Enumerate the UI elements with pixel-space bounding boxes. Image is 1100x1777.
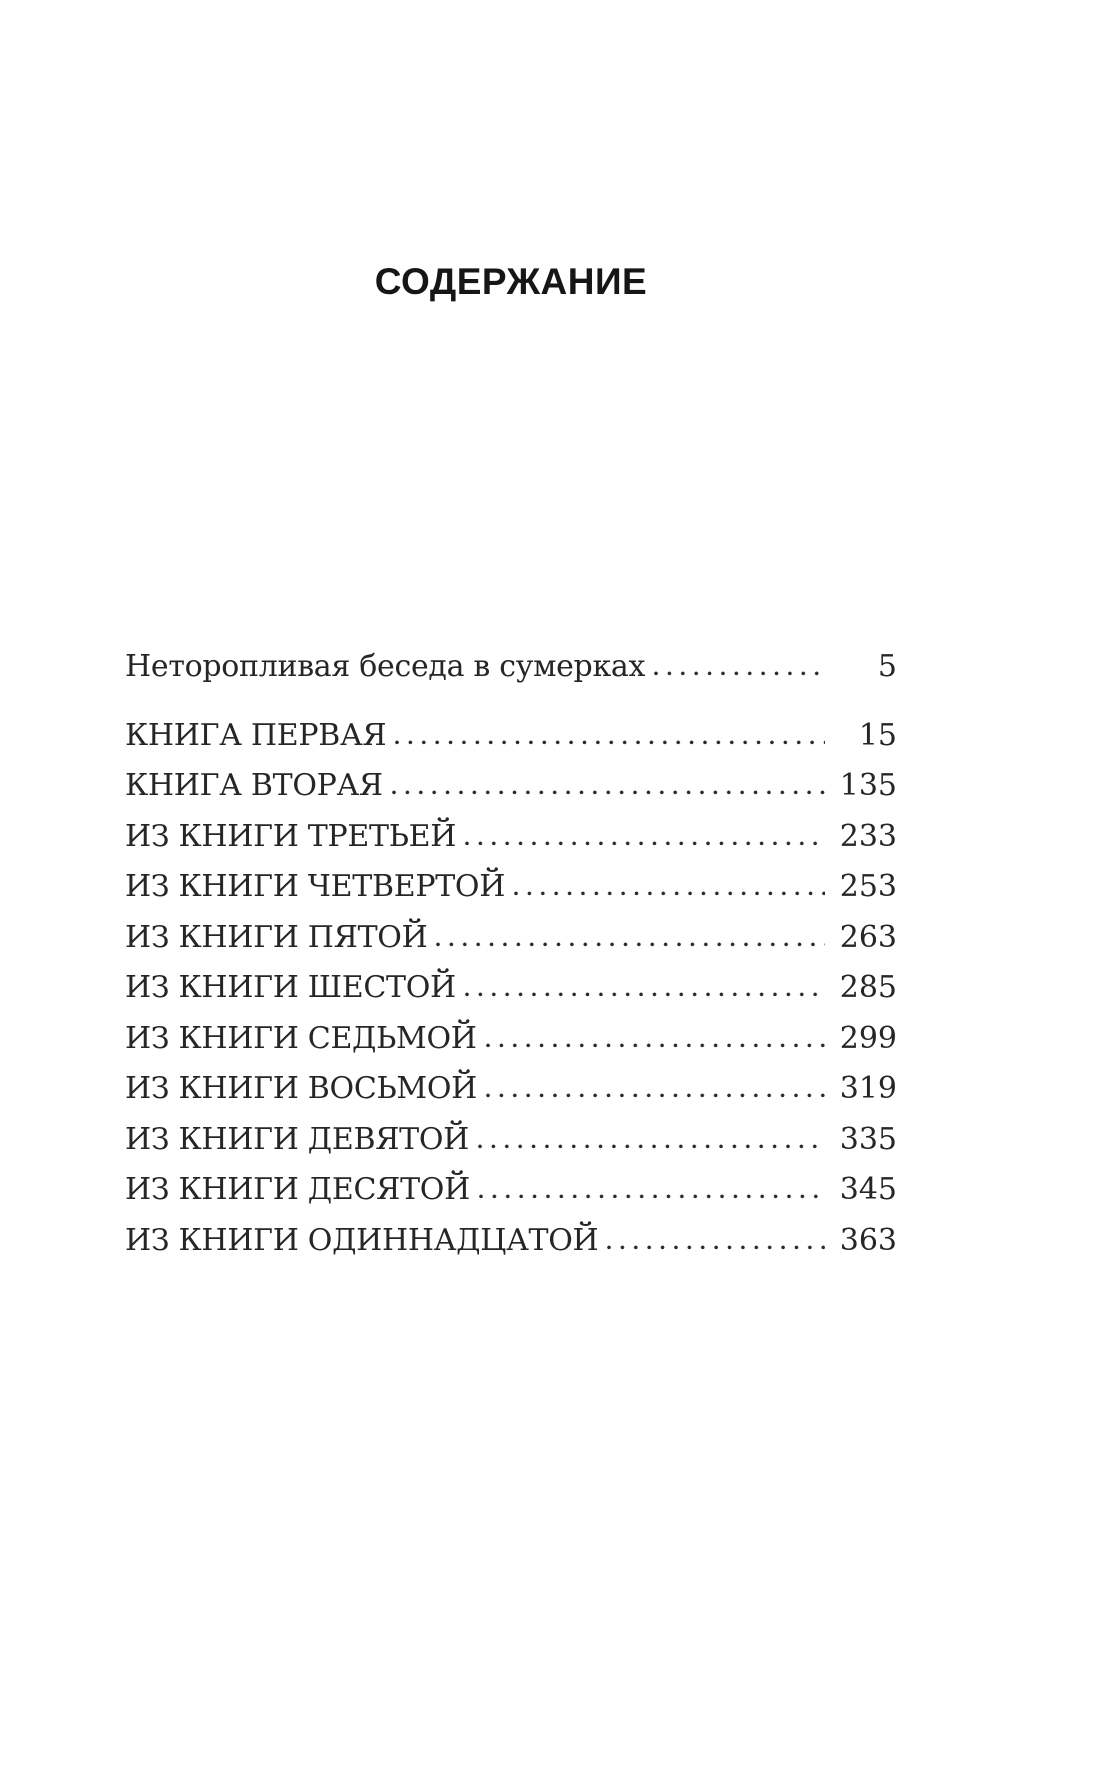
toc-list xyxy=(125,642,897,1266)
toc-entry-label: ИЗ КНИГИ ТРЕТЬЕЙ xyxy=(125,818,457,854)
dot-leader xyxy=(465,992,825,997)
dot-leader xyxy=(654,671,825,676)
toc-entry xyxy=(125,963,897,1014)
toc-entry-label: ИЗ КНИГИ ДЕСЯТОЙ xyxy=(125,1172,470,1207)
toc-entry xyxy=(125,711,897,762)
toc-entry-page: 233 xyxy=(839,818,897,854)
toc-entry-label: КНИГА ВТОРАЯ xyxy=(125,768,383,803)
dot-leader xyxy=(436,942,825,947)
dot-leader xyxy=(465,841,825,846)
toc-entry-label: ИЗ КНИГИ ОДИННАДЦАТОЙ xyxy=(125,1222,599,1258)
toc-entry-label: ИЗ КНИГИ ЧЕТВЕРТОЙ xyxy=(125,869,506,904)
dot-leader xyxy=(392,790,825,795)
dot-leader xyxy=(479,1194,825,1199)
toc-entry-page: 263 xyxy=(839,919,897,955)
toc-entry-page: 253 xyxy=(839,869,897,904)
dot-leader xyxy=(486,1043,825,1048)
toc-entry-page: 345 xyxy=(839,1172,897,1207)
toc-entry xyxy=(125,862,897,913)
toc-entry xyxy=(125,1115,897,1166)
toc-entry-page: 319 xyxy=(839,1071,897,1106)
toc-entry-label: ИЗ КНИГИ ПЯТОЙ xyxy=(125,919,428,955)
toc-entry-page: 15 xyxy=(858,717,897,753)
toc-entry-label: ИЗ КНИГИ ВОСЬМОЙ xyxy=(125,1071,477,1106)
toc-entry-page: 299 xyxy=(839,1020,897,1056)
toc-entry-page: 363 xyxy=(839,1222,897,1258)
dot-leader xyxy=(486,1093,825,1098)
toc-entry-label: ИЗ КНИГИ СЕДЬМОЙ xyxy=(125,1020,477,1056)
toc-entry xyxy=(125,761,897,812)
toc-entry-label: ИЗ КНИГИ ШЕСТОЙ xyxy=(125,970,456,1005)
toc-entry xyxy=(125,642,897,693)
dot-leader xyxy=(478,1144,825,1149)
toc-entry xyxy=(125,1064,897,1115)
toc-entry xyxy=(125,1014,897,1065)
page-title: СОДЕРЖАНИЕ xyxy=(374,260,648,302)
toc-entry-page: 135 xyxy=(839,768,897,803)
toc-entry-page: 335 xyxy=(839,1121,897,1157)
toc-entry-label: Неторопливая беседа в сумерках xyxy=(125,649,646,684)
toc-entry xyxy=(125,1216,897,1267)
dot-leader xyxy=(514,891,825,896)
toc-entry-label: КНИГА ПЕРВАЯ xyxy=(125,717,387,753)
toc-entry-page: 285 xyxy=(839,970,897,1005)
dot-leader xyxy=(395,740,825,745)
toc-entry xyxy=(125,913,897,964)
dot-leader xyxy=(607,1245,825,1250)
toc-entry-page: 5 xyxy=(877,649,897,684)
toc-entry xyxy=(125,1165,897,1216)
toc-entry-label: ИЗ КНИГИ ДЕВЯТОЙ xyxy=(125,1121,470,1157)
toc-entry xyxy=(125,812,897,863)
